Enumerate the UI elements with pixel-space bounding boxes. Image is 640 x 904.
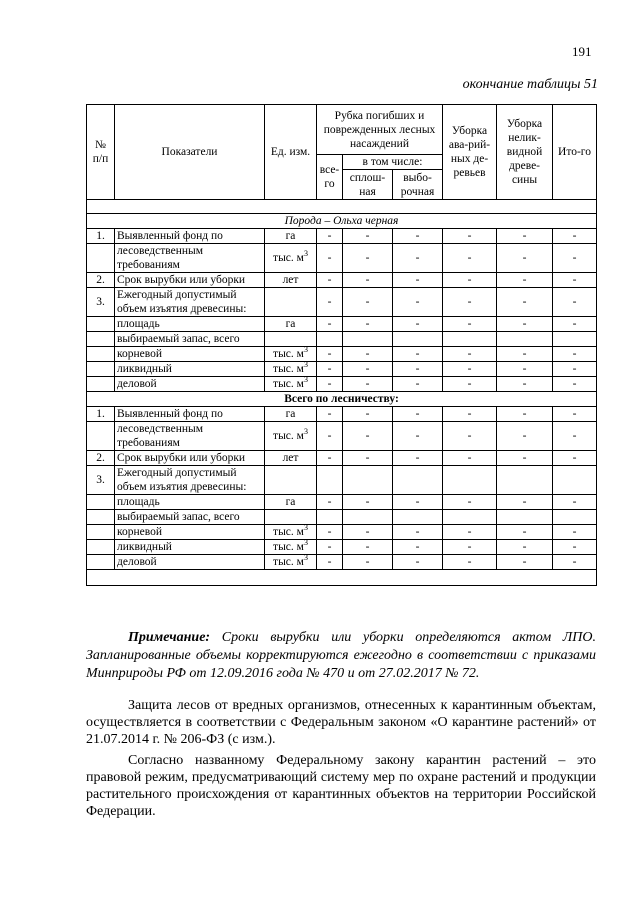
- row-value: [393, 466, 443, 495]
- row-unit: [265, 540, 317, 555]
- row-label: площадь: [115, 495, 265, 510]
- row-number: 3.: [87, 466, 115, 495]
- header-indicators: Показатели: [115, 105, 265, 200]
- table-row: [87, 540, 597, 555]
- header-illiquid: Уборка нелик-видной древе-сины: [497, 105, 553, 200]
- row-value: [443, 332, 497, 347]
- unit-text: лет: [282, 452, 299, 464]
- header-num: № п/п: [87, 105, 115, 200]
- row-value: -: [317, 288, 343, 317]
- row-unit: [265, 555, 317, 570]
- row-value: -: [343, 540, 393, 555]
- table-row: [87, 229, 597, 244]
- row-value: -: [317, 273, 343, 288]
- row-value: -: [393, 540, 443, 555]
- unit-text: тыс. м: [273, 348, 304, 360]
- row-value: -: [343, 288, 393, 317]
- unit-superscript: 3: [303, 553, 308, 563]
- row-value: -: [443, 288, 497, 317]
- row-label: корневой: [115, 347, 265, 362]
- row-number: [87, 317, 115, 332]
- paragraph-1-text: Защита лесов от вредных организмов, отнесенных к карантинным объектам, осуществляется в соответствии с Федеральным законом «О карантине растений» от 21.07.2014 г. № 206-ФЗ (с изм.).: [86, 698, 596, 747]
- row-value: -: [317, 377, 343, 392]
- row-value: -: [497, 229, 553, 244]
- row-value: [443, 510, 497, 525]
- table-row: [87, 377, 597, 392]
- table-row: [87, 407, 597, 422]
- row-value: -: [553, 347, 597, 362]
- row-value: -: [553, 317, 597, 332]
- row-value: -: [317, 362, 343, 377]
- row-value: -: [497, 244, 553, 273]
- table-row: [87, 555, 597, 570]
- row-value: -: [553, 555, 597, 570]
- row-number: 1.: [87, 407, 115, 422]
- row-value: -: [553, 362, 597, 377]
- row-value: -: [393, 244, 443, 273]
- row-number: 1.: [87, 229, 115, 244]
- row-value: [443, 466, 497, 495]
- row-unit: [265, 244, 317, 273]
- row-value: -: [343, 347, 393, 362]
- unit-text: тыс. м: [273, 363, 304, 375]
- row-unit: [265, 377, 317, 392]
- header-unit: Ед. изм.: [265, 105, 317, 200]
- row-unit: [265, 229, 317, 244]
- row-value: [317, 510, 343, 525]
- row-label: ликвидный: [115, 540, 265, 555]
- row-value: [553, 466, 597, 495]
- forestry-total-title: Всего по лесничеству:: [87, 392, 597, 407]
- row-value: -: [443, 540, 497, 555]
- row-value: -: [553, 273, 597, 288]
- row-value: -: [317, 540, 343, 555]
- header-incl: в том числе:: [343, 155, 443, 170]
- row-unit: [265, 525, 317, 540]
- header-emergency: Уборка ава-рий-ных де-ревьев: [443, 105, 497, 200]
- row-value: -: [443, 525, 497, 540]
- row-value: -: [443, 555, 497, 570]
- row-value: -: [393, 362, 443, 377]
- row-unit: [265, 466, 317, 495]
- row-label: лесоведственным требованиям: [115, 244, 265, 273]
- row-value: -: [343, 555, 393, 570]
- row-value: -: [343, 495, 393, 510]
- unit-superscript: 3: [303, 523, 308, 533]
- row-value: -: [553, 422, 597, 451]
- row-value: -: [497, 525, 553, 540]
- row-value: -: [317, 407, 343, 422]
- paragraph-1: [86, 697, 596, 748]
- row-value: -: [317, 244, 343, 273]
- header-all: все-го: [317, 155, 343, 200]
- row-value: -: [497, 377, 553, 392]
- row-unit: [265, 495, 317, 510]
- note-text: Сроки вырубки или уборки определяются актом ЛПО. Запланированные объемы корректируются ежегодно в соответствии с приказами Минприроды РФ от 12.09.2016 года № 470 и от 27.02.2017 № 72.: [86, 630, 597, 681]
- row-unit: [265, 407, 317, 422]
- row-value: -: [343, 377, 393, 392]
- row-unit: [265, 288, 317, 317]
- row-value: -: [443, 347, 497, 362]
- row-value: -: [497, 347, 553, 362]
- row-value: -: [553, 229, 597, 244]
- unit-text: лет: [282, 274, 299, 286]
- row-value: -: [553, 288, 597, 317]
- table-row: [87, 451, 597, 466]
- row-value: -: [553, 451, 597, 466]
- row-number: 2.: [87, 273, 115, 288]
- table-51: [86, 104, 597, 586]
- row-value: -: [443, 377, 497, 392]
- row-number: [87, 347, 115, 362]
- row-label: Срок вырубки или уборки: [115, 451, 265, 466]
- breed-title: Порода – Ольха черная: [87, 214, 597, 229]
- row-value: -: [393, 422, 443, 451]
- row-value: -: [317, 422, 343, 451]
- unit-text: га: [285, 230, 296, 242]
- row-value: -: [317, 495, 343, 510]
- row-value: -: [393, 451, 443, 466]
- row-value: -: [343, 229, 393, 244]
- row-value: -: [343, 451, 393, 466]
- table-row: [87, 362, 597, 377]
- table-row: [87, 422, 597, 451]
- row-unit: [265, 510, 317, 525]
- row-unit: [265, 332, 317, 347]
- row-value: -: [317, 347, 343, 362]
- row-unit: [265, 422, 317, 451]
- row-label: выбираемый запас, всего: [115, 510, 265, 525]
- row-number: 3.: [87, 288, 115, 317]
- row-value: -: [393, 495, 443, 510]
- table-caption: окончание таблицы 51: [462, 77, 598, 92]
- row-value: -: [497, 273, 553, 288]
- row-value: -: [443, 422, 497, 451]
- row-unit: [265, 362, 317, 377]
- row-value: -: [497, 288, 553, 317]
- table-row: [87, 332, 597, 347]
- forestry-total-row: [87, 392, 597, 407]
- row-number: [87, 555, 115, 570]
- unit-text: га: [285, 408, 296, 420]
- row-label: ликвидный: [115, 362, 265, 377]
- row-value: -: [343, 244, 393, 273]
- unit-superscript: 3: [303, 360, 308, 370]
- row-value: -: [497, 362, 553, 377]
- row-value: -: [393, 347, 443, 362]
- row-value: -: [553, 377, 597, 392]
- note: [86, 629, 596, 683]
- row-value: -: [393, 377, 443, 392]
- row-value: -: [393, 555, 443, 570]
- row-value: -: [317, 555, 343, 570]
- row-label: деловой: [115, 555, 265, 570]
- row-value: -: [553, 407, 597, 422]
- unit-text: тыс. м: [273, 526, 304, 538]
- row-value: -: [553, 540, 597, 555]
- table-row: [87, 273, 597, 288]
- paragraph-2: [86, 752, 596, 820]
- row-number: 2.: [87, 451, 115, 466]
- table-body: [87, 200, 597, 586]
- table-row: [87, 466, 597, 495]
- row-label: деловой: [115, 377, 265, 392]
- spacer-row: [87, 200, 597, 214]
- row-value: -: [497, 451, 553, 466]
- row-number: [87, 422, 115, 451]
- unit-superscript: 3: [303, 427, 308, 437]
- row-value: -: [443, 244, 497, 273]
- row-value: -: [497, 495, 553, 510]
- row-label: лесоведственным требованиям: [115, 422, 265, 451]
- row-unit: [265, 273, 317, 288]
- unit-superscript: 3: [303, 345, 308, 355]
- row-label: Выявленный фонд по: [115, 229, 265, 244]
- row-value: -: [317, 525, 343, 540]
- unit-text: тыс. м: [273, 430, 304, 442]
- row-value: -: [343, 273, 393, 288]
- table-row: [87, 288, 597, 317]
- row-number: [87, 377, 115, 392]
- unit-text: га: [285, 318, 296, 330]
- row-value: [497, 332, 553, 347]
- row-value: -: [317, 229, 343, 244]
- row-value: [343, 466, 393, 495]
- row-label: Срок вырубки или уборки: [115, 273, 265, 288]
- unit-text: тыс. м: [273, 556, 304, 568]
- spacer-row: [87, 570, 597, 586]
- unit-text: тыс. м: [273, 378, 304, 390]
- table-row: [87, 244, 597, 273]
- row-value: -: [393, 229, 443, 244]
- row-label: площадь: [115, 317, 265, 332]
- row-value: -: [443, 407, 497, 422]
- row-value: -: [343, 317, 393, 332]
- paragraph-2-text: Согласно названному Федеральному закону карантин растений – это правовой режим, предусматривающий систему мер по охране растений и продукции растительного происхождения от карантинных объектов на территории Российской Федерации.: [86, 753, 596, 819]
- row-number: [87, 362, 115, 377]
- row-label: Выявленный фонд по: [115, 407, 265, 422]
- row-value: [317, 466, 343, 495]
- row-value: -: [393, 317, 443, 332]
- unit-text: тыс. м: [273, 252, 304, 264]
- row-value: -: [497, 555, 553, 570]
- row-number: [87, 540, 115, 555]
- row-label: Ежегодный допустимый объем изъятия древесины:: [115, 466, 265, 495]
- row-unit: [265, 347, 317, 362]
- row-value: -: [443, 451, 497, 466]
- row-value: -: [393, 525, 443, 540]
- row-label: корневой: [115, 525, 265, 540]
- row-value: -: [443, 362, 497, 377]
- row-value: -: [343, 525, 393, 540]
- unit-superscript: 3: [303, 375, 308, 385]
- row-value: [393, 332, 443, 347]
- row-value: [343, 510, 393, 525]
- unit-superscript: 3: [303, 249, 308, 259]
- row-value: -: [343, 362, 393, 377]
- unit-text: тыс. м: [273, 541, 304, 553]
- row-value: -: [553, 495, 597, 510]
- table-row: [87, 510, 597, 525]
- row-value: -: [317, 451, 343, 466]
- row-value: -: [497, 540, 553, 555]
- row-value: [317, 332, 343, 347]
- table-row: [87, 495, 597, 510]
- row-value: -: [443, 273, 497, 288]
- row-label: Ежегодный допустимый объем изъятия древесины:: [115, 288, 265, 317]
- row-label: выбираемый запас, всего: [115, 332, 265, 347]
- row-number: [87, 244, 115, 273]
- row-value: [393, 510, 443, 525]
- row-value: [553, 332, 597, 347]
- header-selective: выбо-рочная: [393, 170, 443, 200]
- row-value: -: [343, 422, 393, 451]
- row-value: -: [393, 273, 443, 288]
- row-value: -: [317, 317, 343, 332]
- header-total: Ито-го: [553, 105, 597, 200]
- row-value: -: [393, 407, 443, 422]
- row-number: [87, 495, 115, 510]
- row-value: -: [443, 229, 497, 244]
- row-value: [343, 332, 393, 347]
- row-unit: [265, 317, 317, 332]
- row-value: -: [553, 244, 597, 273]
- row-value: -: [497, 317, 553, 332]
- row-value: [497, 510, 553, 525]
- row-value: -: [553, 525, 597, 540]
- row-number: [87, 510, 115, 525]
- row-value: -: [497, 407, 553, 422]
- row-value: -: [443, 495, 497, 510]
- unit-text: га: [285, 496, 296, 508]
- breed-row: [87, 214, 597, 229]
- unit-superscript: 3: [303, 538, 308, 548]
- row-number: [87, 332, 115, 347]
- row-value: -: [343, 407, 393, 422]
- header-clear: сплош-ная: [343, 170, 393, 200]
- row-value: [553, 510, 597, 525]
- header-felling-group: Рубка погибших и поврежденных лесных насаждений: [317, 105, 443, 155]
- table-row: [87, 347, 597, 362]
- row-unit: [265, 451, 317, 466]
- row-value: -: [443, 317, 497, 332]
- page-number: 191: [572, 44, 592, 59]
- row-value: [497, 466, 553, 495]
- row-number: [87, 525, 115, 540]
- table-row: [87, 317, 597, 332]
- row-value: -: [393, 288, 443, 317]
- note-label: Примечание:: [128, 630, 211, 645]
- table-row: [87, 525, 597, 540]
- row-value: -: [497, 422, 553, 451]
